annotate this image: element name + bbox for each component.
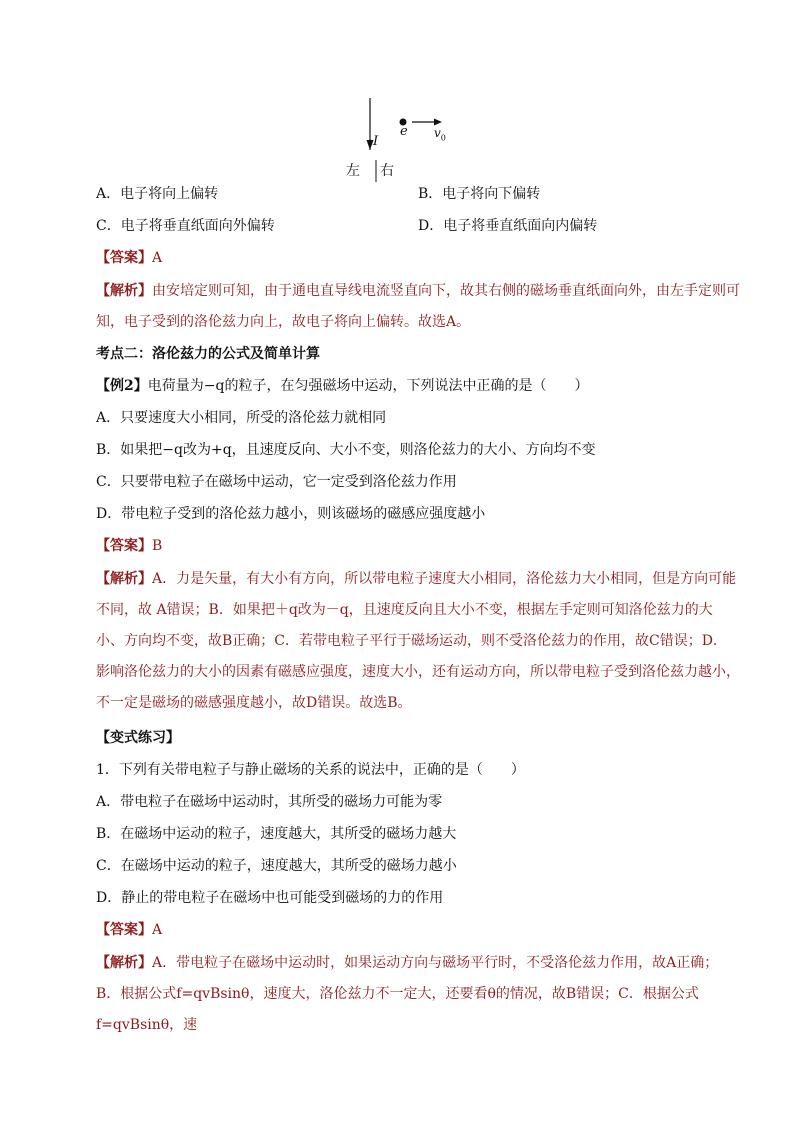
analysis-text: A．带电粒子在磁场中运动时，如果运动方向与磁场平行时，不受洛伦兹力作用，故A正确；B．根据公式f=qvBsinθ，速度大，洛伦兹力不一定大，还要看θ的情况，故B错误；C．根据公式f=qvBsinθ，速 xyxy=(96,955,719,1033)
answer-value: B xyxy=(152,538,163,554)
analysis-text: A．力是矢量，有大小有方向，所以带电粒子速度大小相同，洛伦兹力大小相同，但是方向可能不同，故 A错误；B．如果把＋q改为－q，且速度反向且大小不变，根据左手定则可知洛伦兹力的大小、方向均不变，故B正确；C．若带电粒子平行于磁场运动，则不受洛伦兹力的作用，故C错误；D．影响洛伦兹力的大小的因素有磁感应强度，速度大小，还有运动方向，所以带电粒子受到洛伦兹力越小，不一定是磁场的磁感强度越小，故D错误。故选B。 xyxy=(96,571,740,711)
q1-option-d: D．电子将垂直纸面向内偏转 xyxy=(418,218,598,234)
left-label: 左 xyxy=(346,163,360,179)
answer-value: A xyxy=(152,250,163,266)
ex2-answer xyxy=(96,536,162,556)
ex2-option-b: B．如果把−q改为+q，且速度反向、大小不变，则洛伦兹力的大小、方向均不变 xyxy=(96,442,596,458)
q1-answer xyxy=(96,248,162,268)
v1-option-c: C．在磁场中运动的粒子，速度越大，其所受的磁场力越小 xyxy=(96,858,457,874)
example-tag: 【例2】 xyxy=(96,378,148,394)
q1-option-c: C．电子将垂直纸面向外偏转 xyxy=(96,218,275,234)
answer-tag: 【答案】 xyxy=(96,250,152,266)
v1-analysis xyxy=(96,948,740,1041)
ex2-analysis xyxy=(96,564,740,719)
velocity-subscript: 0 xyxy=(440,133,446,143)
velocity-symbol: v xyxy=(434,126,441,140)
section-title: 考点二：洛伦兹力的公式及简单计算 xyxy=(96,346,320,362)
ex2-option-c: C．只要带电粒子在磁场中运动，它一定受到洛伦兹力作用 xyxy=(96,474,457,490)
v1-answer xyxy=(96,920,162,940)
v1-option-a: A．带电粒子在磁场中运动时，其所受的磁场力可能为零 xyxy=(96,794,443,810)
answer-tag: 【答案】 xyxy=(96,538,152,554)
current-label: I xyxy=(373,134,379,149)
q1-analysis xyxy=(96,276,740,338)
electron-label: e xyxy=(400,124,408,139)
v1-option-d: D．静止的带电粒子在磁场中也可能受到磁场的力的作用 xyxy=(96,890,444,906)
analysis-text: 由安培定则可知，由于通电直导线电流竖直向下，故其右侧的磁场垂直纸面向外，由左手定则可知，电子受到的洛伦兹力向上，故电子将向上偏转。故选A。 xyxy=(96,283,740,330)
example-stem-text: 电荷量为−q的粒子，在匀强磁场中运动，下列说法中正确的是（ ） xyxy=(147,378,589,394)
right-label: 右 xyxy=(380,163,394,179)
variant-1-stem: 1．下列有关带电粒子与静止磁场的关系的说法中，正确的是（ ） xyxy=(96,762,525,778)
answer-value: A xyxy=(152,922,163,938)
velocity-label xyxy=(434,126,446,142)
ex2-option-d: D．带电粒子受到的洛伦兹力越小，则该磁场的磁感应强度越小 xyxy=(96,506,486,522)
v1-option-b: B．在磁场中运动的粒子，速度越大，其所受的磁场力越大 xyxy=(96,826,457,842)
example-2-stem xyxy=(96,376,588,396)
analysis-tag: 【解析】 xyxy=(96,955,152,971)
variant-title: 【变式练习】 xyxy=(96,730,180,746)
velocity-arrow-icon xyxy=(434,119,442,126)
answer-tag: 【答案】 xyxy=(96,922,152,938)
q1-option-b: B．电子将向下偏转 xyxy=(418,186,541,202)
analysis-tag: 【解析】 xyxy=(96,571,152,587)
q1-option-a: A．电子将向上偏转 xyxy=(96,186,219,202)
physics-figure xyxy=(330,92,470,182)
analysis-tag: 【解析】 xyxy=(96,283,152,299)
ex2-option-a: A．只要速度大小相同，所受的洛伦兹力就相同 xyxy=(96,410,387,426)
